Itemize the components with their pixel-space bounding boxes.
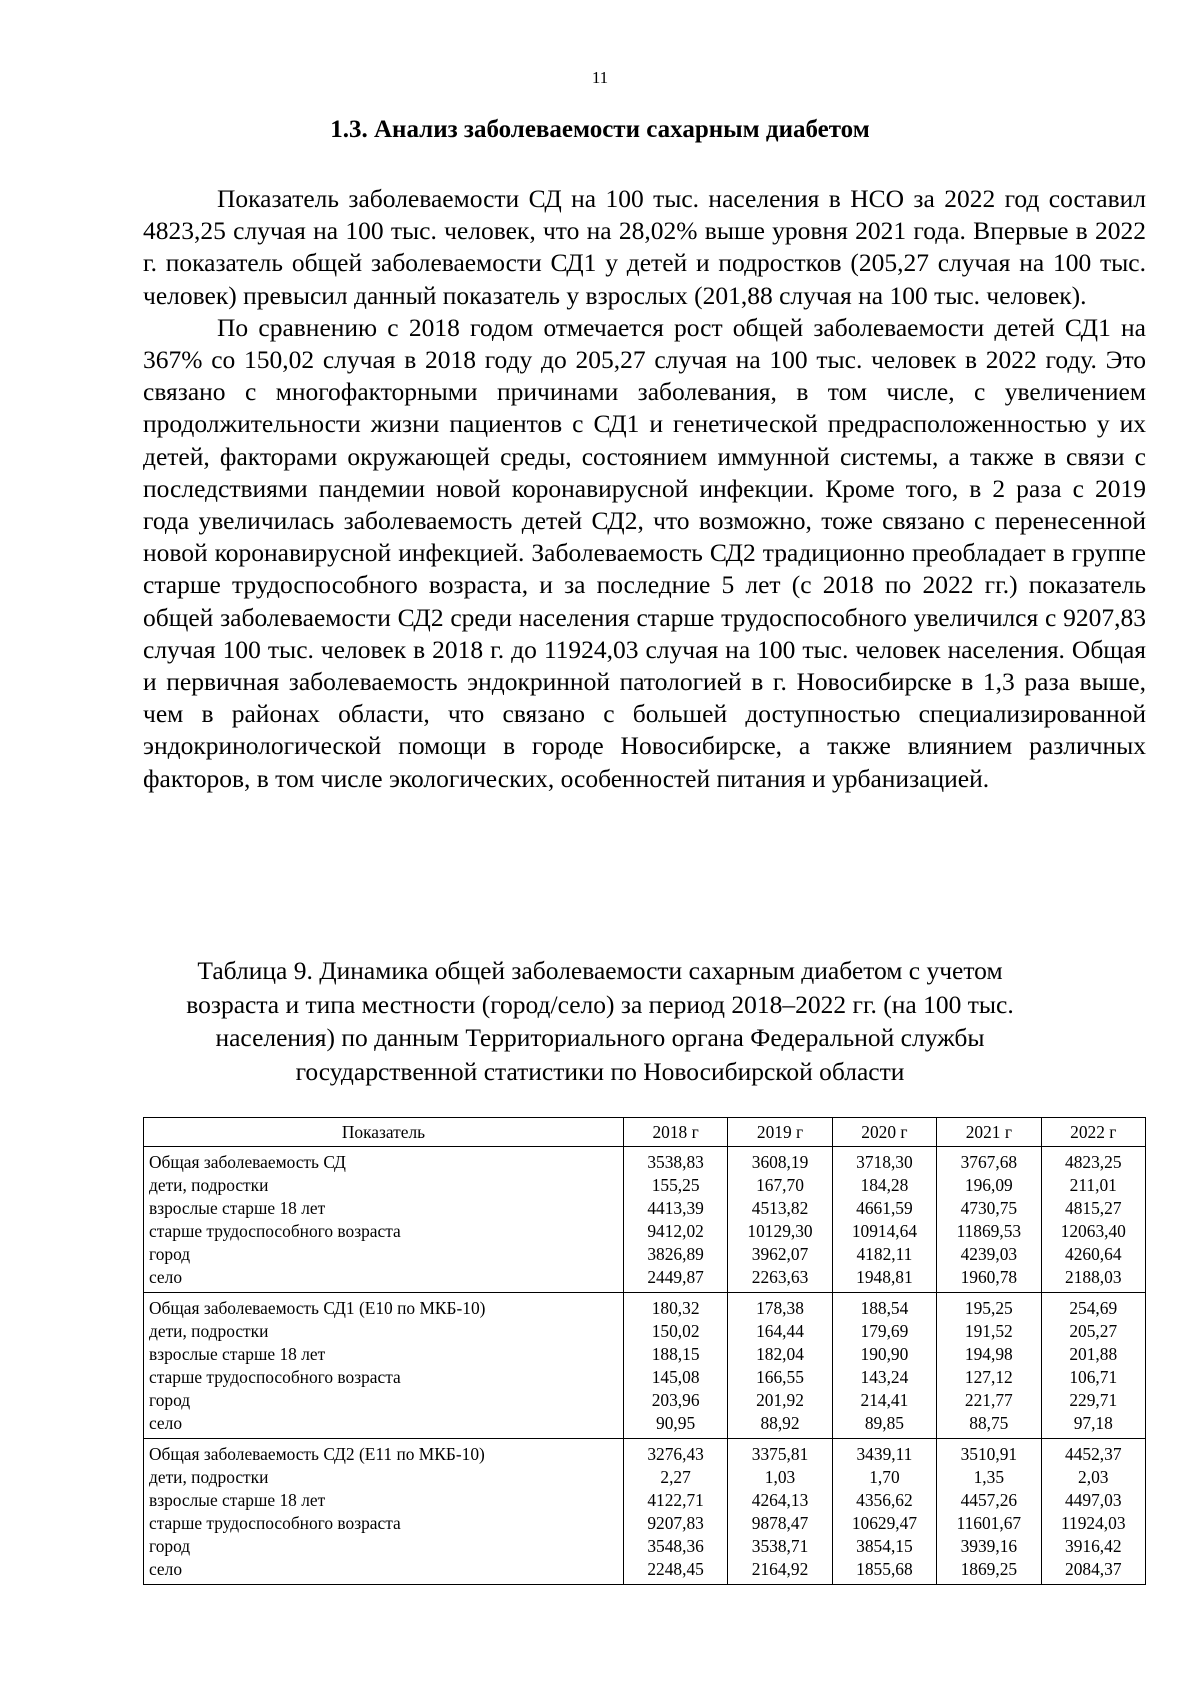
table-body — [144, 1147, 1146, 1585]
row-value: 88,75 — [937, 1412, 1041, 1439]
header-year-2022: 2022 г — [1041, 1118, 1145, 1147]
row-label: взрослые старше 18 лет — [144, 1489, 624, 1512]
row-value: 3767,68 — [937, 1147, 1041, 1175]
table-row — [144, 1558, 1146, 1585]
table-caption-line: государственной статистики по Новосибирской области — [295, 1056, 905, 1086]
paragraph-2: По сравнению с 2018 годом отмечается рост общей заболеваемости детей СД1 на 367% со 150,02 случая в 2018 году до 205,27 случая на 100 тыс. человек в 2022 году. Это связано с многофакторными причинами заболевания, в том числе, с увеличением продолжительности жизни пациентов с СД1 и генетической предрасположенностью у их детей, факторами окружающей среды, состоянием иммунной системы, а также в связи с последствиями пандемии новой коронавирусной инфекции. Кроме того, в 2 раза с 2019 года увеличилась заболеваемость детей СД2, что возможно, тоже связано с перенесенной новой коронавирусной инфекцией. Заболеваемость СД2 традиционно преобладает в группе старше трудоспособного возраста, и за последние 5 лет (с 2018 по 2022 гг.) показатель общей заболеваемости СД2 среди населения старше трудоспособного увеличился с 9207,83 случая 100 тыс. человек в 2018 г. до 11924,03 случая на 100 тыс. человек населения. Общая и первичная заболеваемость эндокринной патологией в г. Новосибирске в 1,3 раза выше, чем в районах области, что связано с большей доступностью специализированной эндокринологической помощи в городе Новосибирске, а также влиянием различных факторов, в том числе экологических, особенностей питания и урбанизацией. — [143, 312, 1146, 793]
row-value: 3548,36 — [623, 1535, 727, 1558]
row-label: старше трудоспособного возраста — [144, 1366, 624, 1389]
row-value: 10914,64 — [832, 1220, 936, 1243]
row-label: село — [144, 1412, 624, 1439]
row-value: 90,95 — [623, 1412, 727, 1439]
row-value: 3439,11 — [832, 1439, 936, 1467]
header-year-2020: 2020 г — [832, 1118, 936, 1147]
row-value: 11924,03 — [1041, 1512, 1145, 1535]
table-row — [144, 1389, 1146, 1412]
row-value: 3538,83 — [623, 1147, 727, 1175]
row-value: 182,04 — [728, 1343, 832, 1366]
row-value: 4513,82 — [728, 1197, 832, 1220]
row-value: 4823,25 — [1041, 1147, 1145, 1175]
row-value: 2449,87 — [623, 1266, 727, 1293]
row-value: 1,35 — [937, 1466, 1041, 1489]
row-value: 3608,19 — [728, 1147, 832, 1175]
row-label: дети, подростки — [144, 1320, 624, 1343]
row-value: 167,70 — [728, 1174, 832, 1197]
row-value: 4457,26 — [937, 1489, 1041, 1512]
header-year-2019: 2019 г — [728, 1118, 832, 1147]
row-value: 3826,89 — [623, 1243, 727, 1266]
row-label: старше трудоспособного возраста — [144, 1512, 624, 1535]
row-value: 201,92 — [728, 1389, 832, 1412]
row-value: 3375,81 — [728, 1439, 832, 1467]
row-label: Общая заболеваемость СД1 (Е10 по МКБ-10) — [144, 1293, 624, 1321]
row-value: 1,03 — [728, 1466, 832, 1489]
row-value: 2188,03 — [1041, 1266, 1145, 1293]
row-label: село — [144, 1266, 624, 1293]
row-value: 9207,83 — [623, 1512, 727, 1535]
row-value: 3718,30 — [832, 1147, 936, 1175]
section-heading: 1.3. Анализ заболеваемости сахарным диабетом — [330, 116, 870, 143]
row-value: 203,96 — [623, 1389, 727, 1412]
row-label: старше трудоспособного возраста — [144, 1220, 624, 1243]
table-row — [144, 1512, 1146, 1535]
row-value: 4452,37 — [1041, 1439, 1145, 1467]
row-value: 166,55 — [728, 1366, 832, 1389]
row-label: взрослые старше 18 лет — [144, 1343, 624, 1366]
row-value: 4815,27 — [1041, 1197, 1145, 1220]
table-row — [144, 1412, 1146, 1439]
row-value: 2,27 — [623, 1466, 727, 1489]
morbidity-table — [143, 1117, 1146, 1585]
header-year-2021: 2021 г — [937, 1118, 1041, 1147]
row-value: 88,92 — [728, 1412, 832, 1439]
page-number: 11 — [591, 68, 609, 87]
row-value: 4356,62 — [832, 1489, 936, 1512]
body-text — [143, 183, 1146, 795]
row-value: 1869,25 — [937, 1558, 1041, 1585]
row-value: 4730,75 — [937, 1197, 1041, 1220]
row-value: 11869,53 — [937, 1220, 1041, 1243]
row-value: 188,54 — [832, 1293, 936, 1321]
table-row — [144, 1197, 1146, 1220]
row-label: Общая заболеваемость СД — [144, 1147, 624, 1175]
table-row — [144, 1489, 1146, 1512]
row-value: 4661,59 — [832, 1197, 936, 1220]
row-value: 1960,78 — [937, 1266, 1041, 1293]
row-value: 4413,39 — [623, 1197, 727, 1220]
table-caption-line: населения) по данным Территориального органа Федеральной службы — [215, 1023, 985, 1052]
row-value: 179,69 — [832, 1320, 936, 1343]
row-value: 195,25 — [937, 1293, 1041, 1321]
row-value: 3538,71 — [728, 1535, 832, 1558]
row-value: 2084,37 — [1041, 1558, 1145, 1585]
header-indicator: Показатель — [144, 1118, 624, 1147]
header-year-2018: 2018 г — [623, 1118, 727, 1147]
row-value: 3939,16 — [937, 1535, 1041, 1558]
table-header-row — [144, 1118, 1146, 1147]
row-value: 11601,67 — [937, 1512, 1041, 1535]
row-value: 229,71 — [1041, 1389, 1145, 1412]
table-caption-line: возраста и типа местности (город/село) за период 2018–2022 гг. (на 100 тыс. — [186, 989, 1014, 1019]
row-label: взрослые старше 18 лет — [144, 1197, 624, 1220]
row-value: 143,24 — [832, 1366, 936, 1389]
table-row — [144, 1366, 1146, 1389]
row-value: 2263,63 — [728, 1266, 832, 1293]
row-value: 4264,13 — [728, 1489, 832, 1512]
row-value: 9412,02 — [623, 1220, 727, 1243]
row-value: 196,09 — [937, 1174, 1041, 1197]
table-row — [144, 1343, 1146, 1366]
row-value: 4260,64 — [1041, 1243, 1145, 1266]
row-value: 205,27 — [1041, 1320, 1145, 1343]
row-value: 3854,15 — [832, 1535, 936, 1558]
row-value: 211,01 — [1041, 1174, 1145, 1197]
row-value: 127,12 — [937, 1366, 1041, 1389]
row-label: дети, подростки — [144, 1174, 624, 1197]
row-value: 191,52 — [937, 1320, 1041, 1343]
table-row — [144, 1320, 1146, 1343]
row-value: 254,69 — [1041, 1293, 1145, 1321]
row-value: 3276,43 — [623, 1439, 727, 1467]
row-value: 180,32 — [623, 1293, 727, 1321]
table-row — [144, 1439, 1146, 1467]
row-value: 214,41 — [832, 1389, 936, 1412]
row-label: село — [144, 1558, 624, 1585]
row-value: 2164,92 — [728, 1558, 832, 1585]
table-row — [144, 1535, 1146, 1558]
row-value: 178,38 — [728, 1293, 832, 1321]
row-value: 10629,47 — [832, 1512, 936, 1535]
row-value: 10129,30 — [728, 1220, 832, 1243]
row-value: 4239,03 — [937, 1243, 1041, 1266]
row-value: 190,90 — [832, 1343, 936, 1366]
table-row — [144, 1147, 1146, 1175]
row-value: 9878,47 — [728, 1512, 832, 1535]
row-value: 1855,68 — [832, 1558, 936, 1585]
row-label: город — [144, 1535, 624, 1558]
row-value: 155,25 — [623, 1174, 727, 1197]
row-value: 221,77 — [937, 1389, 1041, 1412]
row-value: 1948,81 — [832, 1266, 936, 1293]
table-row — [144, 1243, 1146, 1266]
row-value: 2248,45 — [623, 1558, 727, 1585]
row-value: 184,28 — [832, 1174, 936, 1197]
row-value: 12063,40 — [1041, 1220, 1145, 1243]
row-value: 194,98 — [937, 1343, 1041, 1366]
row-value: 164,44 — [728, 1320, 832, 1343]
row-value: 1,70 — [832, 1466, 936, 1489]
row-value: 4497,03 — [1041, 1489, 1145, 1512]
row-value: 3962,07 — [728, 1243, 832, 1266]
row-value: 2,03 — [1041, 1466, 1145, 1489]
row-value: 145,08 — [623, 1366, 727, 1389]
table-row — [144, 1220, 1146, 1243]
row-value: 188,15 — [623, 1343, 727, 1366]
row-label: дети, подростки — [144, 1466, 624, 1489]
row-value: 4122,71 — [623, 1489, 727, 1512]
table-row — [144, 1266, 1146, 1293]
row-label: город — [144, 1389, 624, 1412]
row-value: 150,02 — [623, 1320, 727, 1343]
table-caption — [180, 954, 1020, 1088]
table-row — [144, 1466, 1146, 1489]
table-caption-line: Таблица 9. Динамика общей заболеваемости сахарным диабетом с учетом — [197, 956, 1003, 985]
row-value: 201,88 — [1041, 1343, 1145, 1366]
row-value: 106,71 — [1041, 1366, 1145, 1389]
row-label: Общая заболеваемость СД2 (Е11 по МКБ-10) — [144, 1439, 624, 1467]
table-row — [144, 1293, 1146, 1321]
row-label: город — [144, 1243, 624, 1266]
row-value: 97,18 — [1041, 1412, 1145, 1439]
row-value: 3510,91 — [937, 1439, 1041, 1467]
row-value: 4182,11 — [832, 1243, 936, 1266]
table-row — [144, 1174, 1146, 1197]
row-value: 3916,42 — [1041, 1535, 1145, 1558]
row-value: 89,85 — [832, 1412, 936, 1439]
paragraph-1: Показатель заболеваемости СД на 100 тыс. населения в НСО за 2022 год составил 4823,25 случая на 100 тыс. человек, что на 28,02% выше уровня 2021 года. Впервые в 2022 г. показатель общей заболеваемости СД1 у детей и подростков (205,27 случая на 100 тыс. человек) превысил данный показатель у взрослых (201,88 случая на 100 тыс. человек). — [143, 184, 1146, 310]
